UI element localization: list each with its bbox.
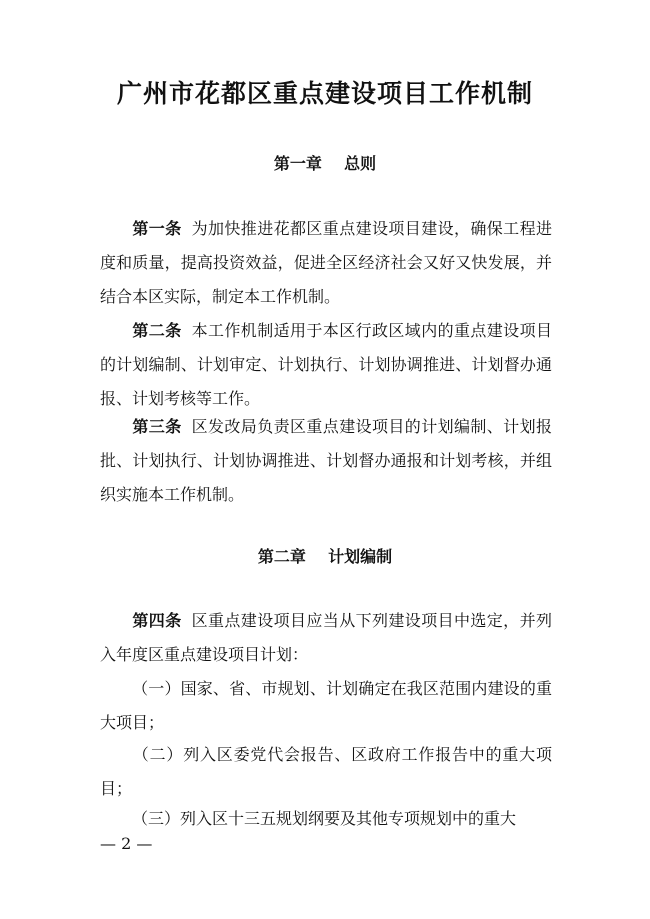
list-item xyxy=(100,738,552,806)
article-text: 为加快推进花都区重点建设项目建设，确保工程进度和质量，提高投资效益，促进全区经济社会又好又快发展，并结合本区实际，制定本工作机制。 xyxy=(100,219,552,306)
list-item-text: （三）列入区十三五规划纲要及其他专项规划中的重大 xyxy=(132,809,517,828)
document-title: 广州市花都区重点建设项目工作机制 xyxy=(116,79,533,108)
article-paragraph xyxy=(100,604,552,672)
article-paragraph xyxy=(100,212,552,314)
list-item-text: （一）国家、省、市规划、计划确定在我区范围内建设的重大项目； xyxy=(100,679,552,732)
article-paragraph xyxy=(100,314,552,416)
article-label: 第一条 xyxy=(132,219,182,238)
article-text: 区重点建设项目应当从下列建设项目中选定，并列入年度区重点建设项目计划： xyxy=(100,611,552,664)
article-label: 第二条 xyxy=(132,321,182,340)
chapter-heading-general: 第一章 总则 xyxy=(273,154,377,173)
article-text: 本工作机制适用于本区行政区域内的重点建设项目的计划编制、计划审定、计划执行、计划协调推进、计划督办通报、计划考核等工作。 xyxy=(100,321,552,408)
list-item xyxy=(100,802,552,836)
list-item-text: （二）列入区委党代会报告、区政府工作报告中的重大项目； xyxy=(100,745,552,798)
chapter-heading-plan-compilation: 第二章 计划编制 xyxy=(257,547,393,566)
article-paragraph xyxy=(100,410,552,512)
list-item xyxy=(100,672,552,740)
article-label: 第四条 xyxy=(132,611,182,630)
page-number: — 2 — xyxy=(100,834,153,853)
article-text: 区发改局负责区重点建设项目的计划编制、计划报批、计划执行、计划协调推进、计划督办通报和计划考核，并组织实施本工作机制。 xyxy=(100,417,552,504)
article-label: 第三条 xyxy=(132,417,182,436)
